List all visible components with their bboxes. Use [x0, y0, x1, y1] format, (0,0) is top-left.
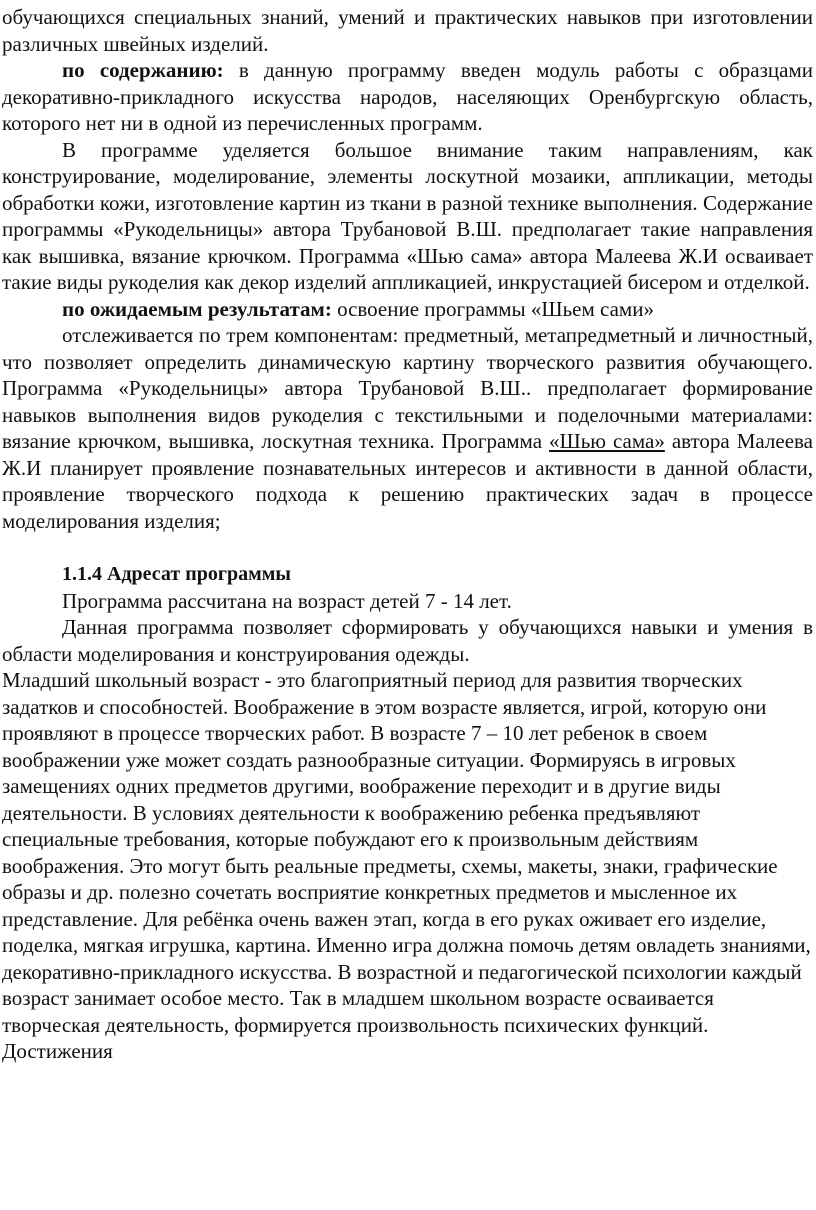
- components-text-after: автора Малеева Ж.И планирует проявление познавательных интересов и активности в данной области, проявление творческого подхода к решению практических задач в процессе моделирования изделия;: [2, 429, 813, 533]
- paragraph-results: [2, 296, 813, 323]
- section-gap: [2, 534, 813, 561]
- content-lead: по содержанию:: [62, 58, 224, 82]
- components-text-before: отслеживается по трем компонентам: предметный, метапредметный и личностный, что позволяет определить динамическую картину творческого развития обучающего. Программа «Рукодельницы» автора Трубановой В.Ш.. предполагает формирование навыков выполнения видов рукоделия с текстильными и поделочными материалами: вязание крючком, вышивка, лоскутная техника. Программа: [2, 323, 813, 453]
- results-lead: по ожидаемым результатам:: [62, 296, 332, 321]
- paragraph-directions: В программе уделяется большое внимание таким направлениям, как конструирование, моделирование, элементы лоскутной мозаики, аппликации, методы обработки кожи, изготовление картин из ткани в разной технике выполнения. Содержание программы «Рукодельницы» автора Трубановой В.Ш. предполагает такие направления как вышивка, вязание крючком. Программа «Шью сама» автора Малеева Ж.И осваивает такие виды рукоделия как декор изделий аппликацией, инкрустацией бисером и отделкой.: [2, 137, 813, 294]
- paragraph-skills: Данная программа позволяет сформировать у обучающихся навыки и умения в области моделирования и конструирования одежды.: [2, 615, 813, 666]
- paragraph-1: обучающихся специальных знаний, умений и практических навыков при изготовлении различных швейных изделий.: [2, 5, 813, 56]
- section-heading: 1.1.4 Адресат программы: [62, 563, 291, 585]
- paragraph-age: Программа рассчитана на возраст детей 7 - 14 лет.: [62, 588, 512, 613]
- program-link[interactable]: «Шью сама»: [549, 429, 665, 453]
- paragraph-components: [2, 322, 813, 534]
- paragraph-content: [2, 57, 813, 137]
- content-text: в данную программу введен модуль работы с образцами декоративно-прикладного искусства народов, населяющих Оренбургскую область, которого нет ни в одной из перечисленных программ.: [2, 58, 814, 135]
- results-text: освоение программы «Шьем сами»: [331, 296, 654, 321]
- paragraph-school-age: Младший школьный возраст - это благоприятный период для развития творческих задатков и способностей. Воображение в этом возрасте является, игрой, которую они проявляют в процессе творческих работ. В возрасте 7 – 10 лет ребенок в своем воображении уже может создать разнообразные ситуации. Формируясь в игровых замещениях одних предметов другими, воображение переходит и в другие виды деятельности. В условиях деятельности к воображению ребенка предъявляют специальные требования, которые побуждают его к произвольным действиям воображения. Это могут быть реальные предметы, схемы, макеты, знаки, графические образы и др. полезно сочетать восприятие конкретных предметов и мысленное их представление. Для ребёнка очень важен этап, когда в его руках оживает его изделие, поделка, мягкая игрушка, картина. Именно игра должна помочь детям овладеть знаниями, декоративно-прикладного искусства. В возрастной и педагогической психологии каждый возраст занимает особое место. Так в младшем школьном возрасте осваивается творческая деятельность, формируется произвольность психических функций. Достижения: [2, 668, 811, 1063]
